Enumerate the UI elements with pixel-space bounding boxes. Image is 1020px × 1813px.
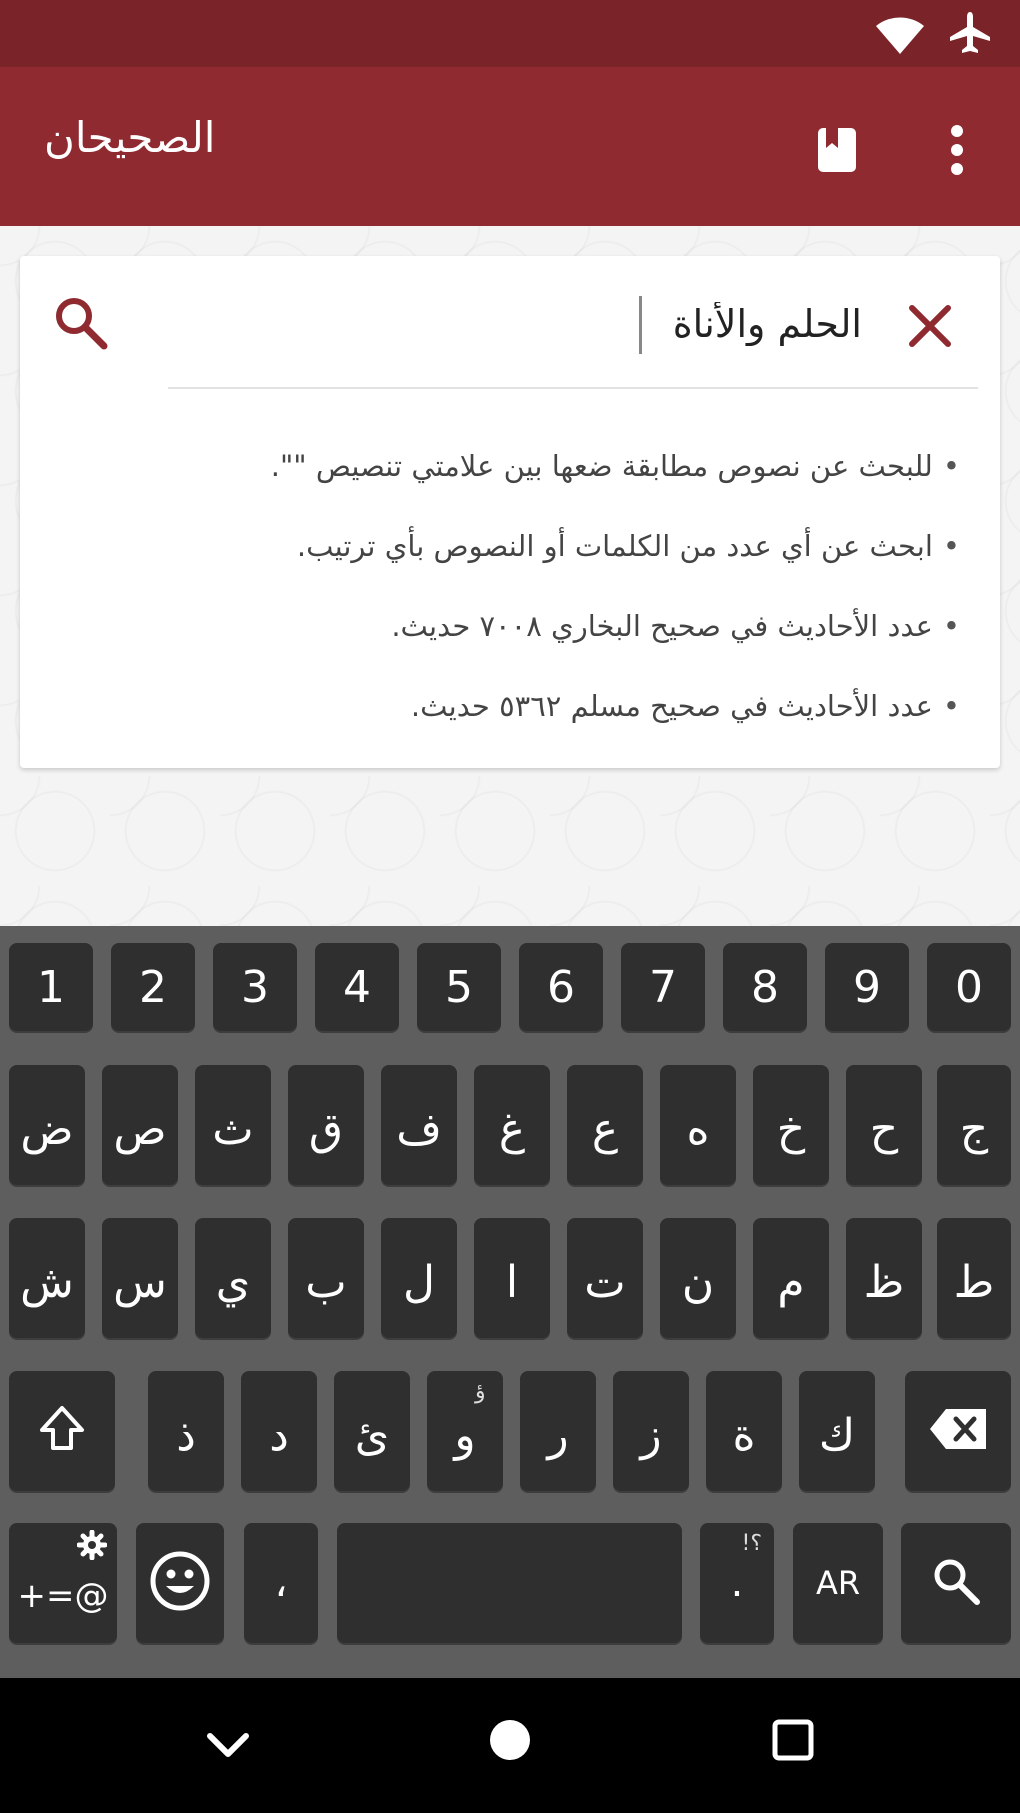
home-button[interactable] <box>488 1718 532 1762</box>
shift-icon <box>38 1404 86 1458</box>
tip-item: •عدد الأحاديث في صحيح مسلم ٥٣٦٢ حديث. <box>410 689 960 723</box>
key-kha[interactable]: خ <box>753 1065 829 1185</box>
key-ha[interactable]: ه <box>660 1065 736 1185</box>
search-key-icon <box>929 1554 983 1612</box>
tip-item: •عدد الأحاديث في صحيح البخاري ٧٠٠٨ حديث. <box>391 609 960 643</box>
key-7[interactable]: 7 <box>621 943 705 1031</box>
key-ghain[interactable]: غ <box>474 1065 550 1185</box>
key-za[interactable]: ظ <box>846 1218 922 1338</box>
search-card <box>20 256 1000 768</box>
key-jim[interactable]: ج <box>937 1065 1011 1185</box>
period-key[interactable] <box>700 1523 774 1643</box>
settings-icon <box>77 1529 107 1569</box>
period-key-hint: !؟ <box>741 1531 762 1556</box>
status-bar <box>0 0 1020 67</box>
search-icon <box>50 339 112 358</box>
back-button[interactable] <box>200 1718 256 1774</box>
key-tta[interactable]: ط <box>937 1218 1011 1338</box>
key-ba[interactable]: ب <box>288 1218 364 1338</box>
period-key-label: . <box>730 1560 744 1606</box>
key-dad[interactable]: ض <box>9 1065 85 1185</box>
search-input[interactable] <box>140 288 864 360</box>
bookmark-icon <box>812 163 862 182</box>
search-button[interactable] <box>50 292 112 354</box>
key-waw-label: و <box>454 1409 476 1461</box>
key-lam[interactable]: ل <box>381 1218 457 1338</box>
emoji-key[interactable] <box>136 1523 224 1643</box>
system-nav-bar <box>0 1678 1020 1813</box>
key-5[interactable]: 5 <box>417 943 501 1031</box>
key-fa[interactable]: ف <box>381 1065 457 1185</box>
key-qaf[interactable]: ق <box>288 1065 364 1185</box>
key-2[interactable]: 2 <box>111 943 195 1031</box>
more-vert-icon <box>935 163 979 182</box>
key-9[interactable]: 9 <box>825 943 909 1031</box>
language-key[interactable]: AR <box>793 1523 883 1643</box>
key-tha[interactable]: ث <box>195 1065 271 1185</box>
tip-item: •ابحث عن أي عدد من الكلمات أو النصوص بأي ترتيب. <box>296 529 960 563</box>
back-icon <box>200 1759 256 1778</box>
key-sin[interactable]: س <box>102 1218 178 1338</box>
bookmark-button[interactable] <box>812 122 862 178</box>
key-waw[interactable] <box>427 1371 503 1491</box>
key-ain[interactable]: ع <box>567 1065 643 1185</box>
key-dhal[interactable]: ذ <box>148 1371 224 1491</box>
clear-search-button[interactable] <box>900 296 960 356</box>
key-ta[interactable]: ت <box>567 1218 643 1338</box>
recents-button[interactable] <box>771 1718 815 1762</box>
key-8[interactable]: 8 <box>723 943 807 1031</box>
symbols-label: +=@ <box>17 1576 109 1616</box>
key-hamza-ya[interactable]: ئ <box>334 1371 410 1491</box>
key-6[interactable]: 6 <box>519 943 603 1031</box>
app-bar <box>0 67 1020 226</box>
airplane-icon <box>948 10 992 60</box>
close-icon <box>900 341 960 360</box>
key-0[interactable]: 0 <box>927 943 1011 1031</box>
key-sad[interactable]: ص <box>102 1065 178 1185</box>
key-kaf[interactable]: ك <box>799 1371 875 1491</box>
key-hha[interactable]: ح <box>846 1065 922 1185</box>
more-options-button[interactable] <box>935 122 979 178</box>
key-nun[interactable]: ن <box>660 1218 736 1338</box>
key-zay[interactable]: ز <box>613 1371 689 1491</box>
soft-keyboard <box>0 926 1020 1678</box>
search-divider <box>168 387 978 389</box>
key-waw-hint: ؤ <box>475 1379 486 1404</box>
symbols-key[interactable] <box>9 1523 117 1643</box>
shift-key[interactable] <box>9 1371 115 1491</box>
backspace-icon <box>928 1407 988 1455</box>
emoji-icon <box>149 1550 211 1616</box>
key-shin[interactable]: ش <box>9 1218 85 1338</box>
backspace-key[interactable] <box>905 1371 1011 1491</box>
key-4[interactable]: 4 <box>315 943 399 1031</box>
key-mim[interactable]: م <box>753 1218 829 1338</box>
key-ya[interactable]: ي <box>195 1218 271 1338</box>
space-key[interactable] <box>337 1523 682 1643</box>
key-3[interactable]: 3 <box>213 943 297 1031</box>
app-title: الصحيحان <box>44 113 216 162</box>
search-key[interactable] <box>901 1523 1011 1643</box>
recents-icon <box>771 1747 815 1766</box>
key-ra[interactable]: ر <box>520 1371 596 1491</box>
search-tips <box>60 426 960 746</box>
key-dal[interactable]: د <box>241 1371 317 1491</box>
comma-key[interactable]: ، <box>244 1523 318 1643</box>
wifi-icon <box>874 10 926 60</box>
key-ta-marbuta[interactable]: ة <box>706 1371 782 1491</box>
tip-item: •للبحث عن نصوص مطابقة ضعها بين علامتي تنصيص "". <box>270 449 960 483</box>
key-alef[interactable]: ا <box>474 1218 550 1338</box>
key-1[interactable]: 1 <box>9 943 93 1031</box>
home-icon <box>488 1747 532 1766</box>
text-caret <box>639 296 642 354</box>
